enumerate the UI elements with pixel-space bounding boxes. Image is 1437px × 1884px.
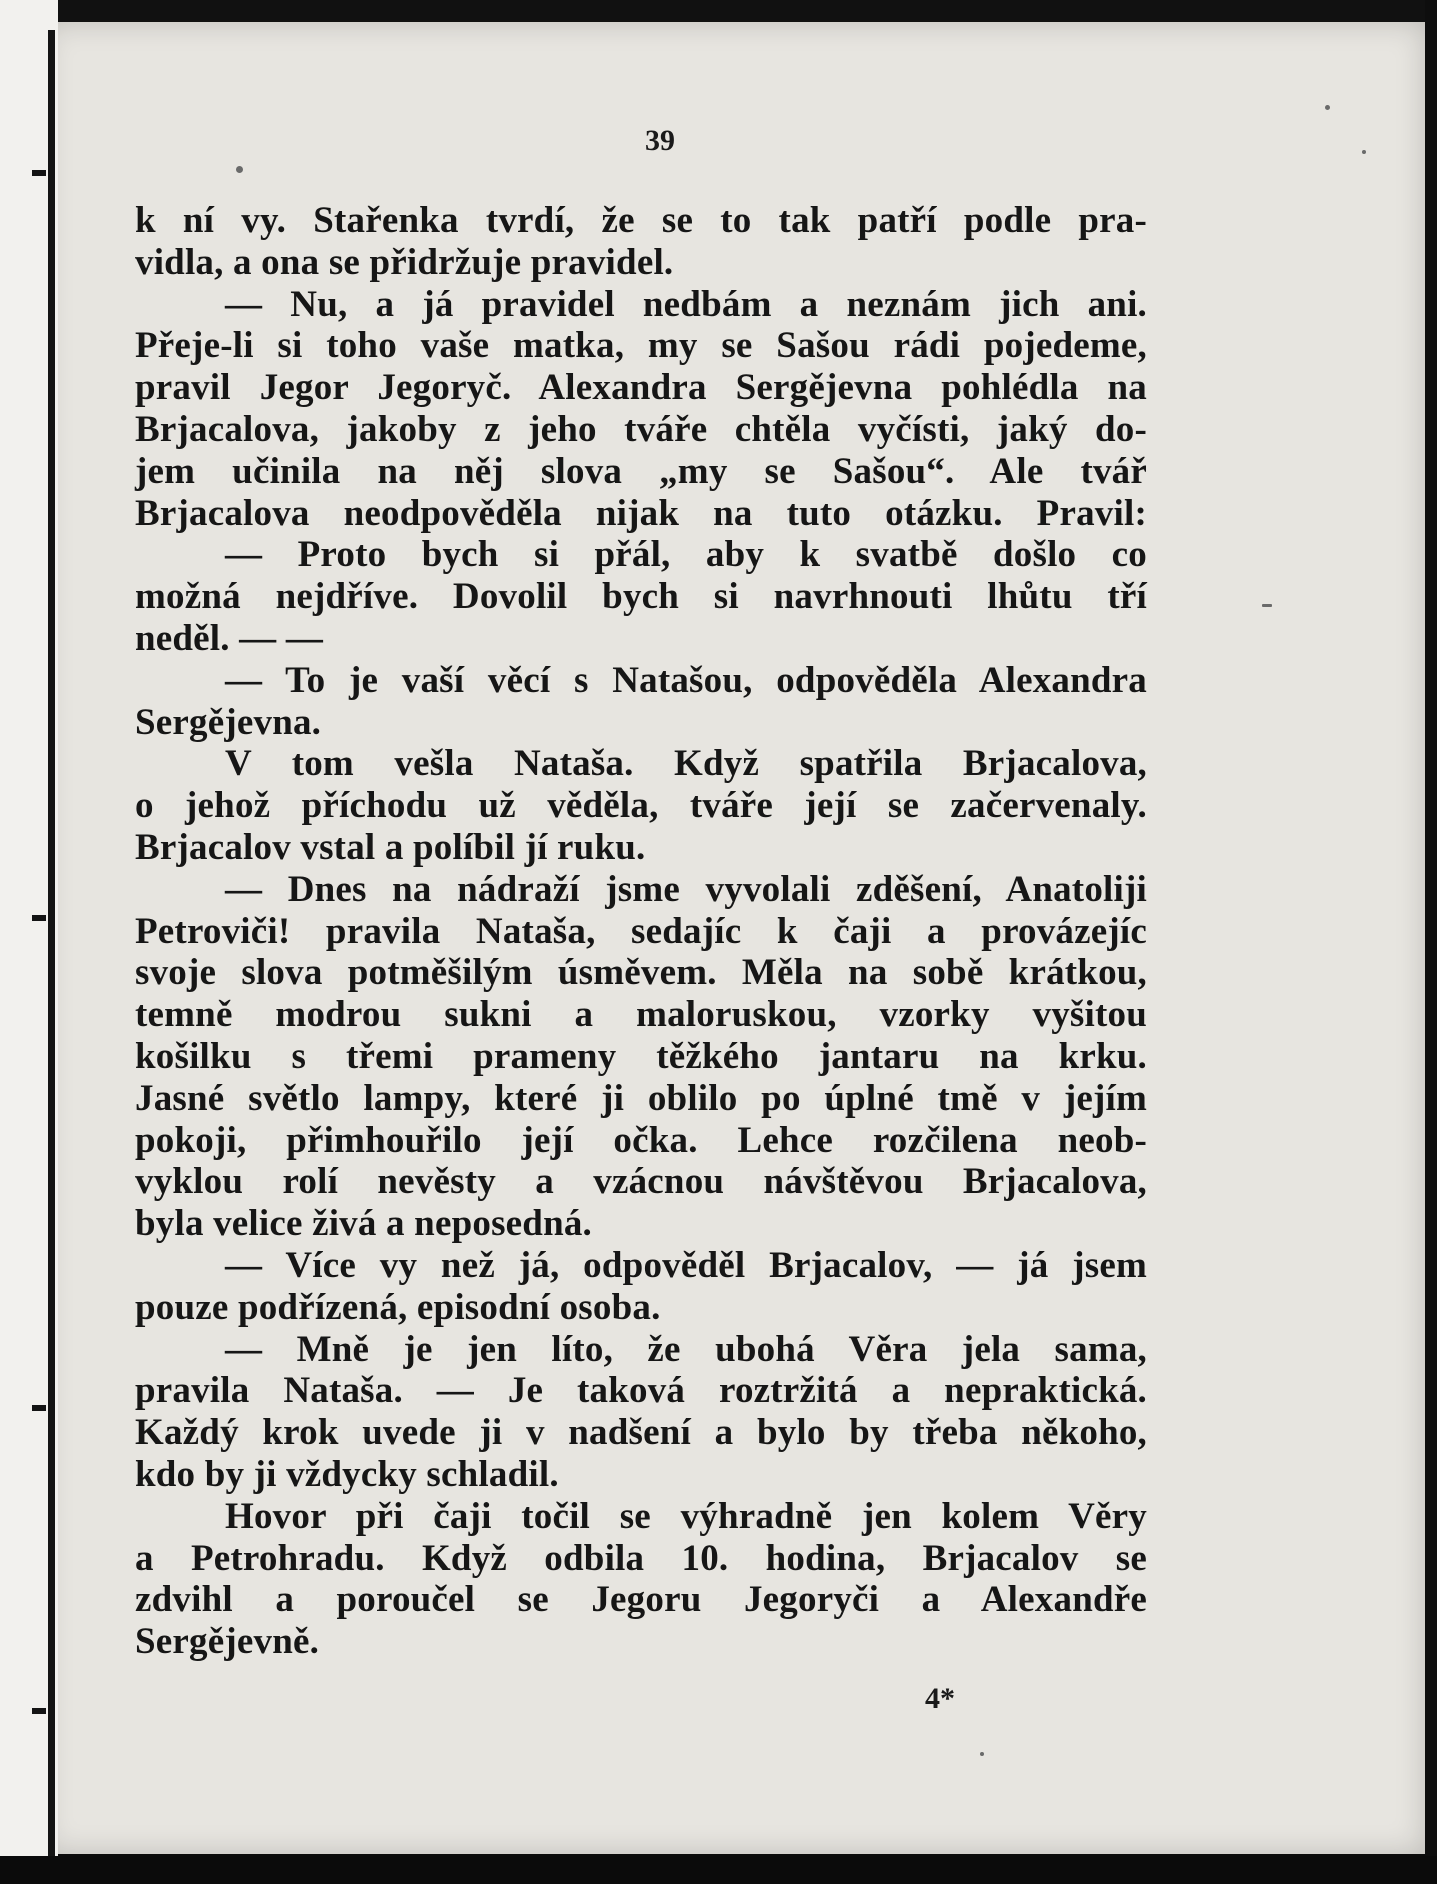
text-line: Každý krok uvede ji v nadšení a bylo by třeba někoho, xyxy=(135,1412,1147,1454)
paper-speck xyxy=(1362,150,1366,154)
text-line: Přeje-li si toho vaše matka, my se Sašou rádi pojedeme, xyxy=(135,325,1147,367)
text-line: Sergějevně. xyxy=(135,1621,320,1663)
binding-edge xyxy=(48,30,55,1860)
text-line: byla velice živá a neposedná. xyxy=(135,1203,592,1245)
text-line: k ní vy. Stařenka tvrdí, že se to tak patří podle pra- xyxy=(135,200,1147,241)
text-line: Brjacalova, jakoby z jeho tváře chtěla vyčísti, jaký do- xyxy=(135,408,1147,450)
paper-speck xyxy=(236,166,243,173)
text-line: — Proto bych si přál, aby k svatbě došlo co xyxy=(225,534,1147,576)
scan-bottom-border xyxy=(0,1856,1437,1884)
paper-speck xyxy=(1262,604,1272,607)
text-line: V tom vešla Nataša. Když spatřila Brjacalova, xyxy=(225,743,1147,785)
text-line: — To je vaší věcí s Natašou, odpověděla Alexandra xyxy=(225,659,1147,701)
text-line: zdvihl a poroučel se Jegoru Jegoryči a Alexandře xyxy=(135,1579,1147,1621)
text-line: pouze podřízená, episodní osoba. xyxy=(135,1286,661,1328)
text-line: Petroviči! pravila Nataša, sedajíc k čaji a provázejíc xyxy=(135,910,1147,952)
text-line: — Více vy než já, odpověděl Brjacalov, — já jsem xyxy=(225,1244,1147,1286)
text-line: svoje slova potměšilým úsměvem. Měla na sobě krátkou, xyxy=(135,952,1147,994)
binding-notch xyxy=(32,1405,46,1411)
text-line: neděl. — — xyxy=(135,617,324,659)
text-line: Hovor při čaji točil se výhradně jen kolem Věry xyxy=(225,1495,1147,1537)
text-line: — Nu, a já pravidel nedbám a neznám jich ani. xyxy=(225,283,1147,325)
scan-right-border xyxy=(1425,0,1437,1884)
paper-speck xyxy=(1325,105,1330,110)
binding-notch xyxy=(32,170,46,176)
text-line: a Petrohradu. Když odbila 10. hodina, Brjacalov se xyxy=(135,1537,1147,1579)
text-line: o jehož příchodu už věděla, tváře její se začervenaly. xyxy=(135,785,1147,827)
text-line: možná nejdříve. Dovolil bych si navrhnouti lhůtu tří xyxy=(135,576,1147,618)
text-line: Brjacalov vstal a políbil jí ruku. xyxy=(135,826,646,868)
text-line: pravil Jegor Jegoryč. Alexandra Sergějevna pohlédla na xyxy=(135,367,1147,409)
text-line: — Mně je jen líto, že ubohá Věra jela sama, xyxy=(225,1328,1147,1370)
text-line: Jasné světlo lampy, které ji oblilo po úplné tmě v jejím xyxy=(135,1077,1147,1119)
text-line: kdo by ji vždycky schladil. xyxy=(135,1453,559,1495)
paper-speck xyxy=(980,1752,984,1756)
binding-notch xyxy=(32,915,46,921)
text-line: jem učinila na něj slova „my se Sašou“. Ale tvář xyxy=(135,450,1147,492)
text-line: Brjacalova neodpověděla nijak na tuto otázku. Pravil: xyxy=(135,492,1147,534)
signature-mark: 4* xyxy=(925,1682,955,1715)
text-line: Sergějevna. xyxy=(135,701,322,743)
text-line: pravila Nataša. — Je taková roztržitá a nepraktická. xyxy=(135,1370,1147,1412)
page-number: 39 xyxy=(645,124,675,157)
text-line: vidla, a ona se přidržuje pravidel. xyxy=(135,241,674,283)
body-text xyxy=(135,200,1147,1663)
text-line: temně modrou sukni a maloruskou, vzorky vyšitou xyxy=(135,994,1147,1036)
text-line: pokoji, přimhouřilo její očka. Lehce rozčilena neob- xyxy=(135,1119,1147,1161)
scan-top-border xyxy=(0,0,1437,22)
text-line: košilku s třemi prameny těžkého jantaru na krku. xyxy=(135,1035,1147,1077)
binding-notch xyxy=(32,1708,46,1714)
text-line: vyklou rolí nevěsty a vzácnou návštěvou Brjacalova, xyxy=(135,1161,1147,1203)
text-line: — Dnes na nádraží jsme vyvolali zděšení, Anatoliji xyxy=(225,868,1147,910)
